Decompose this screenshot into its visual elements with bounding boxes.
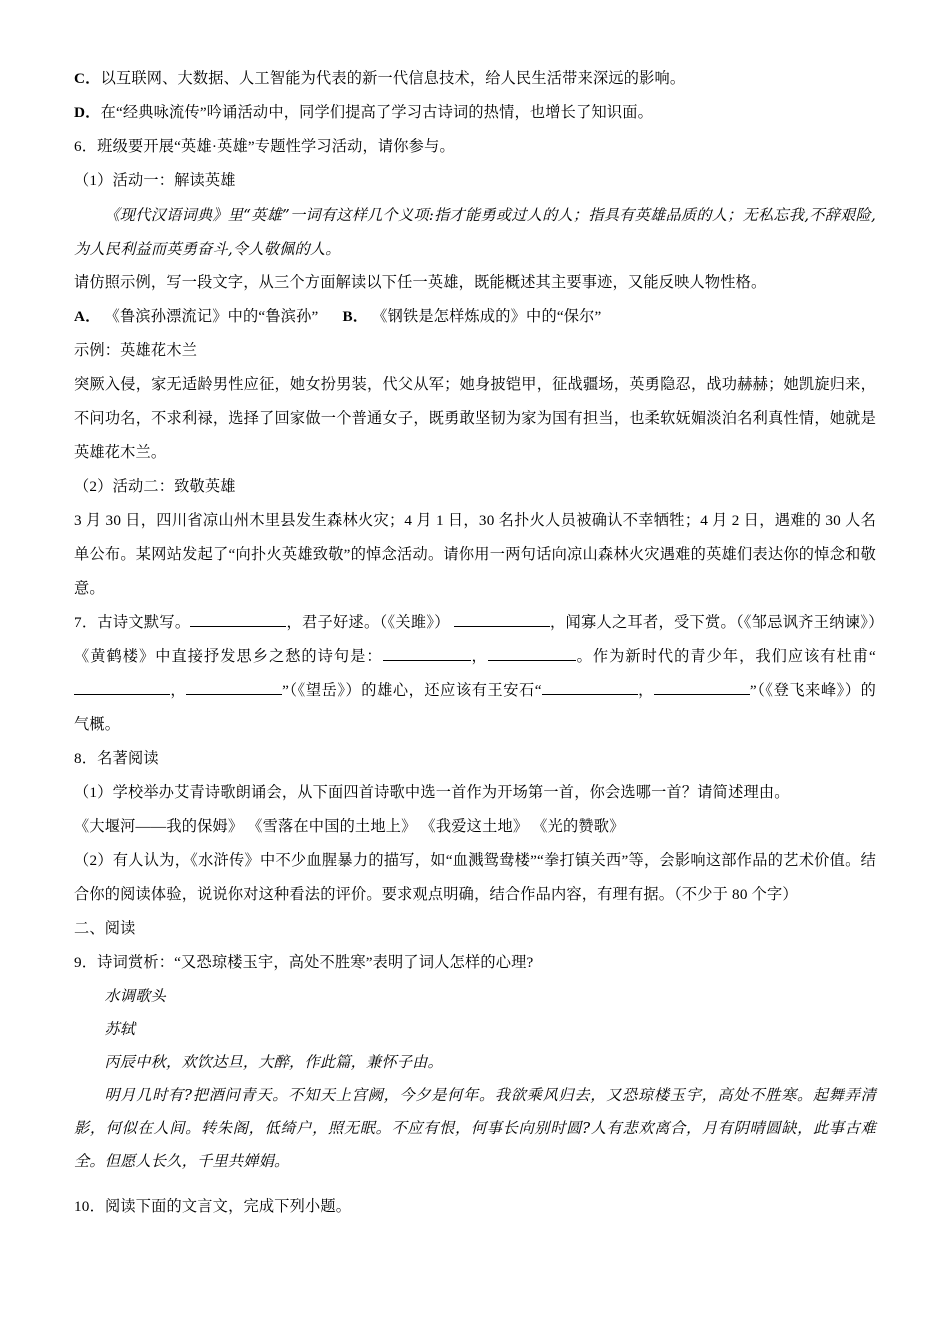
poem-preface: 丙辰中秋，欢饮达旦，大醉，作此篇，兼怀子由。 <box>104 1053 443 1071</box>
question-10-stem: 10．阅读下面的文言文，完成下列小题。 <box>74 1198 352 1215</box>
option-c-text: 以互联网、大数据、人工智能为代表的新一代信息技术，给人民生活带来深远的影响。 <box>100 70 686 87</box>
option-c-label: C． <box>74 70 101 87</box>
question-7-seg8: ”（《登飞来峰》）的气概。 <box>74 682 876 733</box>
blank-line[interactable] <box>542 694 638 695</box>
poem-title: 水调歌头 <box>104 987 166 1005</box>
question-6-stem: 6．班级要开展“英雄·英雄”专题性学习活动，请你参与。 <box>74 138 455 155</box>
question-8-sub-1: （1）学校举办艾青诗歌朗诵会，从下面四首诗歌中选一首作为开场第一首，你会选哪一首？请简述理由。 <box>74 784 790 801</box>
blank-line[interactable] <box>186 694 282 695</box>
question-6-choices <box>74 300 876 334</box>
blank-line[interactable] <box>454 626 550 627</box>
question-8-sub-2: （2）有人认为，《水浒传》中不少血腥暴力的描写，如“血溅鸳鸯楼”“拳打镇关西”等，会影响这部作品的艺术价值。结合你的阅读体验，说说你对这种看法的评价。要求观点明确，结合作品内容，有理有据。（不少于 80 个字） <box>74 852 876 903</box>
option-d-text: 在“经典咏流传”吟诵活动中，同学们提高了学习古诗词的热情，也增长了知识面。 <box>100 104 654 121</box>
question-6-activity-2-text: 3 月 30 日，四川省凉山州木里县发生森林火灾；4 月 1 日，30 名扑火人员被确认不幸牺牲；4 月 2 日，遇难的 30 人名单公布。某网站发起了“向扑火英雄致敬”的悼念活动。请你用一两句话向凉山森林火灾遇难的英雄们表达你的悼念和敬意。 <box>74 512 876 597</box>
question-7-seg6: ”（《望岳》）的雄心，还应该有王安石“ <box>282 682 542 699</box>
question-7-seg2: ，闻寡人之耳者，受下赏。（《邹忌讽齐王纳谏》）《黄鹤楼》中直接抒发思乡之愁的诗句是： <box>74 614 876 665</box>
choice-b-text: 《钢铁是怎样炼成的》中的“保尔” <box>372 308 602 325</box>
question-7-prefix: 7．古诗文默写。 <box>74 614 191 631</box>
blank-line[interactable] <box>190 626 286 627</box>
choice-a-text: 《鲁滨孙漂流记》中的“鲁滨孙” <box>104 308 319 325</box>
question-8-stem: 8．名著阅读 <box>74 750 159 767</box>
question-6-activity-1: （1）活动一：解读英雄 <box>74 172 236 189</box>
question-7-seg5: ， <box>170 682 187 699</box>
question-7-seg7: ， <box>637 682 654 699</box>
blank-line[interactable] <box>654 694 750 695</box>
question-7-seg3: ， <box>470 648 488 665</box>
choice-b-label: B． <box>342 308 369 325</box>
blank-line[interactable] <box>383 660 471 661</box>
choice-a-label: A． <box>74 308 101 325</box>
question-9-poem <box>74 980 876 1178</box>
question-9-stem: 9．诗词赏析：“又恐琼楼玉宇，高处不胜寒”表明了词人怎样的心理? <box>74 954 534 971</box>
option-d-label: D． <box>74 104 101 121</box>
poem-author: 苏轼 <box>104 1020 136 1038</box>
question-7-seg1: ，君子好逑。（《关雎》） <box>286 614 450 631</box>
question-6-instruction: 请仿照示例，写一段文字，从三个方面解读以下任一英雄，既能概述其主要事迹，又能反映人物性格。 <box>74 274 767 291</box>
blank-line[interactable] <box>488 660 576 661</box>
option-line-d <box>74 96 876 130</box>
question-6-activity-2: （2）活动二：致敬英雄 <box>74 478 236 495</box>
section-2-heading: 二、阅读 <box>74 920 136 937</box>
blank-line[interactable] <box>74 694 170 695</box>
question-8-poem-list: 《大堰河——我的保姆》 《雪落在中国的土地上》 《我爱这土地》 《光的赞歌》 <box>74 818 625 835</box>
question-6-dictionary-text: 《现代汉语词典》里“英雄”一词有这样几个义项:指才能勇或过人的人；指具有英雄品质的人；无私忘我,不辞艰险,为人民利益而英勇奋斗,令人敬佩的人。 <box>74 206 876 258</box>
question-7 <box>74 606 876 742</box>
question-6-example-text: 突厥入侵，家无适龄男性应征，她女扮男装，代父从军；她身披铠甲，征战疆场，英勇隐忍，战功赫赫；她凯旋归来，不问功名，不求利禄，选择了回家做一个普通女子，既勇敢坚韧为家为国有担当，也柔软妩媚淡泊名利真性情，她就是英雄花木兰。 <box>74 376 876 461</box>
poem-body: 明月几时有?把酒问青天。不知天上宫阙，今夕是何年。我欲乘风归去，又恐琼楼玉宇，高处不胜寒。起舞弄清影，何似在人间。转朱阁，低绮户，照无眠。不应有恨，何事长向别时圆?人有悲欢离合，月有阴晴圆缺，此事古难全。但愿人长久，千里共婵娟。 <box>74 1086 876 1170</box>
question-6-example-label: 示例：英雄花木兰 <box>74 342 198 359</box>
question-7-seg4: 。作为新时代的青少年，我们应该有杜甫“ <box>575 648 876 665</box>
option-line-c <box>74 62 876 96</box>
